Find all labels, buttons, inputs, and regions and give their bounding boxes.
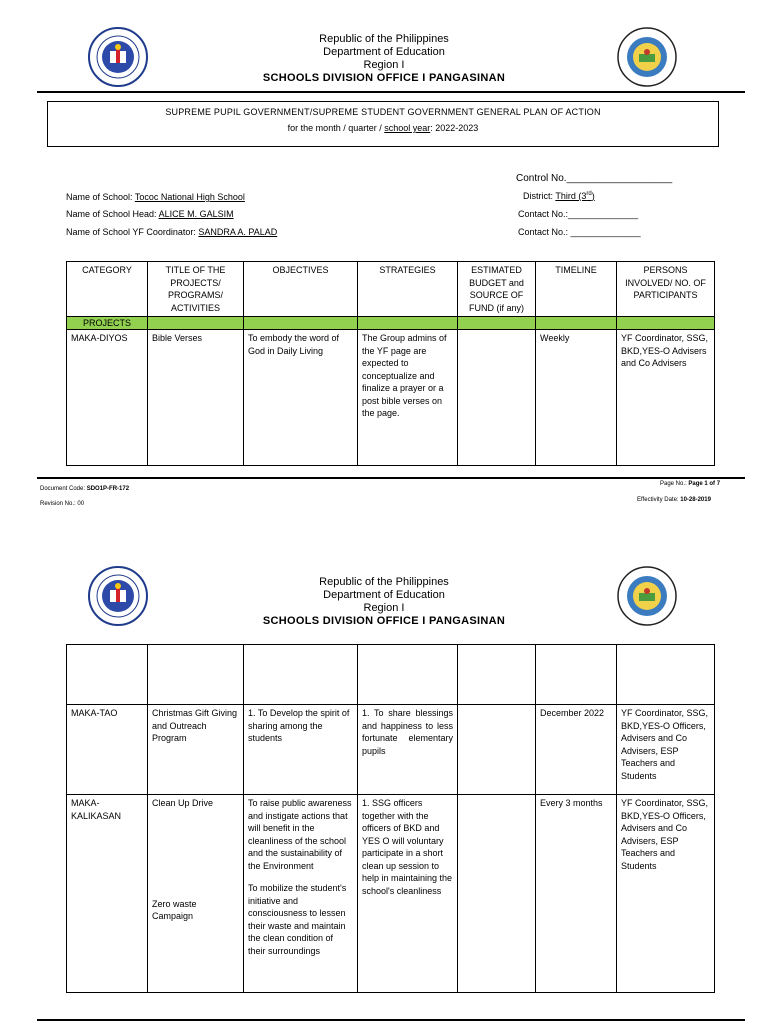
plan-title: SUPREME PUPIL GOVERNMENT/SUPREME STUDENT GOVERNMENT GENERAL PLAN OF ACTION bbox=[165, 107, 601, 117]
footer-divider bbox=[37, 477, 745, 479]
empty-cell bbox=[358, 645, 458, 705]
section-cell bbox=[458, 317, 536, 330]
plan-title-box bbox=[47, 101, 719, 147]
empty-cell bbox=[458, 645, 536, 705]
page-label: Page No.: bbox=[660, 481, 689, 487]
cell-objectives: 1. To Develop the spirit of sharing among the students bbox=[244, 705, 358, 795]
col-header-category: CATEGORY bbox=[67, 262, 148, 317]
cell-timeline: Every 3 months bbox=[536, 795, 617, 993]
head-label: Name of School Head: bbox=[66, 209, 159, 219]
doc-code-label: Document Code: bbox=[40, 486, 87, 492]
objectives-zero-waste: To mobilize the student's initiative and consciousness to lessen their waste and maintain the clean condition of their surroundings bbox=[248, 883, 347, 956]
school-head-line bbox=[66, 209, 234, 219]
coord-label: Name of School YF Coordinator: bbox=[66, 227, 199, 237]
cell-category: MAKA-DIYOS bbox=[67, 330, 148, 466]
period-school-year: school year bbox=[384, 123, 431, 133]
col-header-objectives: OBJECTIVES bbox=[244, 262, 358, 317]
title-zero-waste: Zero waste Campaign bbox=[152, 898, 197, 921]
col-header-title: TITLE OF THE PROJECTS/ PROGRAMS/ ACTIVITIES bbox=[148, 262, 244, 317]
empty-cell bbox=[148, 645, 244, 705]
cell-category: MAKA-TAO bbox=[67, 705, 148, 795]
empty-cell bbox=[244, 645, 358, 705]
table-row-empty bbox=[67, 645, 715, 705]
district-close: ) bbox=[591, 191, 595, 201]
empty-cell bbox=[617, 645, 715, 705]
head-value: ALICE M. GALSIM bbox=[158, 209, 234, 219]
cell-objectives bbox=[244, 795, 358, 993]
header-office-name: SCHOOLS DIVISION OFFICE I PANGASINAN bbox=[262, 72, 506, 84]
footer-divider bbox=[37, 1019, 745, 1021]
contact-no-2: Contact No.: ______________ bbox=[518, 227, 641, 237]
section-cell bbox=[148, 317, 244, 330]
cell-strategies: The Group admins of the YF page are expected to conceptualize and finalize a prayer or a post bible verses on the page. bbox=[358, 330, 458, 466]
plan-table-page2 bbox=[66, 644, 715, 993]
section-cell bbox=[617, 317, 715, 330]
district-value-text: Third (3 bbox=[555, 191, 587, 201]
cell-persons: YF Coordinator, SSG, BKD,YES-O Officers, Advisers and Co Advisers, ESP Teachers and Students bbox=[617, 795, 715, 993]
revision-label: Revision No.: bbox=[40, 501, 78, 507]
district-line bbox=[523, 191, 595, 201]
title-clean-up-drive: Clean Up Drive bbox=[152, 798, 214, 808]
period-suffix: : 2022-2023 bbox=[430, 123, 479, 133]
cell-timeline: December 2022 bbox=[536, 705, 617, 795]
school-label: Name of School: bbox=[66, 192, 135, 202]
cell-budget bbox=[458, 330, 536, 466]
sdo-pangasinan-seal-logo bbox=[617, 27, 677, 87]
page-value: Page 1 of 7 bbox=[688, 481, 721, 487]
district-sup: rd bbox=[586, 191, 592, 197]
school-value: Tococ National High School bbox=[134, 192, 245, 202]
contact-no-1: Contact No.:______________ bbox=[518, 209, 639, 219]
cell-title: Bible Verses bbox=[148, 330, 244, 466]
cell-budget bbox=[458, 795, 536, 993]
table-row bbox=[67, 705, 715, 795]
header-line-2: Department of Education bbox=[323, 46, 445, 58]
effectivity-value: 10-28-2019 bbox=[680, 497, 711, 503]
objectives-clean-up: To raise public awareness and instigate actions that will benefit in the cleanliness of the school and the sustainability of the Environment bbox=[248, 798, 352, 871]
effectivity-date bbox=[637, 497, 711, 503]
document-code bbox=[40, 486, 129, 492]
cell-title: Christmas Gift Giving and Outreach Program bbox=[148, 705, 244, 795]
section-cell bbox=[244, 317, 358, 330]
page-number bbox=[660, 481, 720, 487]
deped-seal-logo bbox=[88, 566, 148, 626]
col-header-budget: ESTIMATED BUDGET and SOURCE OF FUND (if any) bbox=[458, 262, 536, 317]
header-office-name: SCHOOLS DIVISION OFFICE I PANGASINAN bbox=[262, 615, 506, 627]
col-header-strategies: STRATEGIES bbox=[358, 262, 458, 317]
cell-persons: YF Coordinator, SSG, BKD,YES-O Officers, Advisers and Co Advisers, ESP Teachers and Students bbox=[617, 705, 715, 795]
empty-cell bbox=[67, 645, 148, 705]
sdo-pangasinan-seal-logo bbox=[617, 566, 677, 626]
deped-seal-logo bbox=[88, 27, 148, 87]
header-line-1: Republic of the Philippines bbox=[319, 33, 449, 45]
header-line-3: Region I bbox=[363, 59, 405, 71]
header-line-2: Department of Education bbox=[323, 589, 445, 601]
cell-timeline: Weekly bbox=[536, 330, 617, 466]
yf-coordinator-line bbox=[66, 227, 277, 237]
col-header-timeline: TIMELINE bbox=[536, 262, 617, 317]
plan-period bbox=[48, 123, 718, 133]
cell-objectives: To embody the word of God in Daily Living bbox=[244, 330, 358, 466]
section-cell bbox=[358, 317, 458, 330]
cell-budget bbox=[458, 705, 536, 795]
section-cell bbox=[536, 317, 617, 330]
table-row bbox=[67, 330, 715, 466]
col-header-persons: PERSONS INVOLVED/ NO. OF PARTICIPANTS bbox=[617, 262, 715, 317]
table-header-row bbox=[67, 262, 715, 317]
section-row-projects bbox=[67, 317, 715, 330]
revision-value: 00 bbox=[77, 501, 85, 507]
section-label: PROJECTS bbox=[67, 317, 148, 330]
school-name-line bbox=[66, 192, 245, 202]
cell-strategies: 1. To share blessings and happiness to less fortunate elementary pupils bbox=[358, 705, 458, 795]
table-row bbox=[67, 795, 715, 993]
district-label: District: bbox=[523, 191, 556, 201]
control-no: Control No.___________________ bbox=[516, 173, 673, 184]
empty-cell bbox=[536, 645, 617, 705]
effectivity-label: Effectivity Date: bbox=[637, 497, 681, 503]
cell-strategies: 1. SSG officers together with the officers of BKD and YES O will voluntary participate in a short clean up session to help in maintaining the school's cleanliness bbox=[358, 795, 458, 993]
header-line-3: Region I bbox=[363, 602, 405, 614]
cell-title bbox=[148, 795, 244, 993]
period-prefix: for the month / quarter / bbox=[287, 123, 385, 133]
doc-code-value: SDO1P-FR-172 bbox=[86, 486, 130, 492]
header-line-1: Republic of the Philippines bbox=[319, 576, 449, 588]
coord-value: SANDRA A. PALAD bbox=[198, 227, 278, 237]
header-divider bbox=[37, 91, 745, 93]
plan-table-page1 bbox=[66, 261, 715, 466]
district-value bbox=[555, 191, 594, 201]
revision-no bbox=[40, 501, 84, 507]
cell-category: MAKA-KALIKASAN bbox=[67, 795, 148, 993]
cell-persons: YF Coordinator, SSG, BKD,YES-O Advisers and Co Advisers bbox=[617, 330, 715, 466]
